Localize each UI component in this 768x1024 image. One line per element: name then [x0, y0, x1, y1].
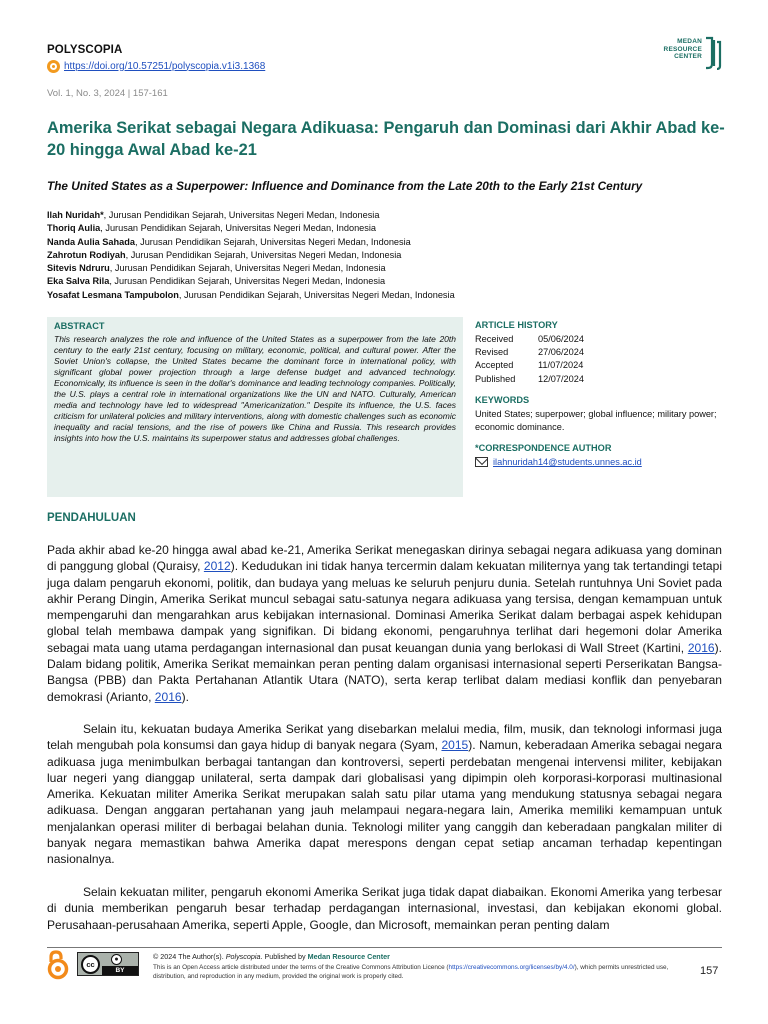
logo-text: MEDAN RESOURCE CENTER — [663, 38, 702, 60]
abstract-heading: ABSTRACT — [54, 321, 105, 331]
keywords-heading: KEYWORDS — [475, 394, 530, 405]
author-entry: Ilah Nuridah*, Jurusan Pendidikan Sejarah, Universitas Negeri Medan, Indonesia — [47, 210, 380, 220]
correspondence-heading: *CORRESPONDENCE AUTHOR — [475, 442, 612, 453]
footer-divider — [47, 947, 722, 948]
doi-link[interactable]: https://doi.org/10.57251/polyscopia.v1i3.1368 — [64, 60, 266, 72]
article-history-heading: ARTICLE HISTORY — [475, 320, 558, 330]
author-list — [47, 209, 727, 302]
open-access-icon — [45, 950, 71, 980]
copyright-line: © 2024 The Author(s). Polyscopia. Published by Medan Resource Center — [153, 952, 390, 961]
correspondence-email-row — [475, 456, 725, 469]
citation-link[interactable]: 2016 — [687, 640, 715, 655]
by-label: BY — [102, 966, 138, 975]
history-row: Accepted 11/07/2024 — [475, 360, 584, 371]
license-statement: This is an Open Access article distributed under the terms of the Creative Commons Attribution Licence (https://creativecommons.org/licenses/by/4.0/), which permits unrestricted use, distribution, and reproduction in any medium, provided the original work is properly cited. — [153, 964, 669, 980]
history-row: Published 12/07/2024 — [475, 373, 584, 384]
license-link[interactable]: https://creativecommons.org/licenses/by/4.0/ — [448, 964, 575, 971]
article-subtitle: The United States as a Superpower: Influence and Dominance from the Late 20th to the Early 21st Century — [47, 179, 643, 193]
author-entry: Zahrotun Rodiyah, Jurusan Pendidikan Sejarah, Universitas Negeri Medan, Indonesia — [47, 249, 402, 260]
keywords-text: United States; superpower; global influence; military power; economic dominance. — [475, 408, 717, 432]
citation-link[interactable]: 2012 — [203, 559, 231, 574]
author-entry: Yosafat Lesmana Tampubolon, Jurusan Pendidikan Sejarah, Universitas Negeri Medan, Indonesia — [47, 289, 455, 300]
volume-info: Vol. 1, No. 3, 2024 | 157-161 — [47, 88, 168, 99]
author-entry: Sitevis Ndruru, Jurusan Pendidikan Sejarah, Universitas Negeri Medan, Indonesia — [47, 263, 386, 274]
publisher-logo — [654, 36, 722, 72]
author-entry: Eka Salva Rila, Jurusan Pendidikan Sejarah, Universitas Negeri Medan, Indonesia — [47, 276, 386, 287]
mail-icon — [475, 457, 488, 467]
author-entry: Nanda Aulia Sahada, Jurusan Pendidikan Sejarah, Universitas Negeri Medan, Indonesia — [47, 236, 411, 247]
page-number: 157 — [700, 965, 719, 977]
doi-icon — [47, 60, 60, 73]
abstract-text: This research analyzes the role and influence of the United States as a superpower from the late 20th century to the early 21st century, focusing on military, economic, political, and cultural power. After the Soviet Union's collapse, the United States became the dominant force in international policy, with significant global power projection through a large defense budget and advanced technology. Economically, its influence is seen in the dollar's dominance and leading technology companies. Politically, the U.S. plays a central role in international organizations like the UN and NATO. Culturally, American media and technology have led to widespread "Americanization." Despite its influence, the U.S. faces criticism for unilateral policies and military interventions, along with domestic challenges such as economic inequality and racial tensions, and the rise of powers like China and Russia. This research provides insights into how the U.S. maintains its superpower status and addresses global challenges. — [54, 334, 456, 443]
author-entry: Thoriq Aulia, Jurusan Pendidikan Sejarah, Universitas Negeri Medan, Indonesia — [47, 223, 377, 234]
article-title: Amerika Serikat sebagai Negara Adikuasa: Pengaruh dan Dominasi dari Akhir Abad ke-20 hingga Awal Abad ke-21 — [47, 119, 725, 159]
section-heading: PENDAHULUAN — [47, 512, 136, 524]
person-icon: ● — [111, 954, 122, 965]
doi-row — [47, 59, 265, 73]
body-paragraph: Selain kekuatan militer, pengaruh ekonomi Amerika Serikat juga tidak dapat diabaikan. Ekonomi Amerika yang terbesar di dunia memberikan pengaruh besar terhadap perdagangan internasional, investasi, dan kebijakan ekonomi global. Perusahaan-perusahaan Amerika, seperti Apple, Google, dan Microsoft, memainkan peran penting dalam — [47, 885, 722, 932]
citation-link[interactable]: 2015 — [441, 738, 469, 753]
cc-icon: cc — [81, 955, 100, 974]
history-row: Received 05/06/2024 — [475, 334, 584, 344]
abstract-box — [47, 317, 463, 497]
correspondence-email[interactable]: ilahnuridah14@students.unnes.ac.id — [493, 456, 642, 467]
citation-link[interactable]: 2016 — [154, 689, 182, 704]
history-row: Revised 27/06/2024 — [475, 347, 584, 358]
journal-name: POLYSCOPIA — [47, 44, 123, 56]
cc-by-license-badge[interactable] — [77, 952, 139, 976]
article-info-panel — [475, 320, 725, 469]
body-paragraph: Selain itu, kekuatan budaya Amerika Serikat yang disebarkan melalui media, film, musik, dan teknologi informasi juga telah mengubah pola konsumsi dan gaya hidup di banyak negara (Syam, 2015). Namun, keberadaan Amerika sebagai negara adikuasa juga menimbulkan berbagai tantangan dan kontroversi, seperti perdebatan mengenai intervensi militer, kebijakan luar negeri yang dianggap unilateral, serta dampak dari globalisasi yang dipimpin oleh korporasi-korporasi multinasional Amerika. Kekuatan militer Amerika Serikat merupakan salah satu pilar utama yang mendukung statusnya sebagai negara adikuasa. Dengan anggaran pertahanan yang jauh melampaui negara-negara lain, Amerika memiliki kemampuan untuk menjalankan operasi militer di berbagai belahan dunia. Teknologi militer yang canggih dan keberadaan pangkalan militer di banyak negara memastikan bahwa Amerika dapat merespons dengan cepat setiap ancaman terhadap kepentingan nasionalnya. — [47, 722, 723, 867]
body-paragraph: Pada akhir abad ke-20 hingga awal abad ke-21, Amerika Serikat menegaskan dirinya sebagai negara adikuasa yang dominan di panggung global (Quraisy, 2012). Kedudukan ini tidak hanya tercermin dalam kekuatan militernya yang tak tertandingi tetapi juga dalam pengaruh ekonomi, politik, dan budaya yang meluas ke seluruh penjuru dunia. Setelah runtuhnya Uni Soviet pada akhir Perang Dingin, Amerika Serikat muncul sebagai satu-satunya negara adikuasa yang tersisa, dengan kemampuan untuk mempengaruhi dan mengarahkan arus kebijakan internasional. Dominasi Amerika Serikat dalam berbagai aspek kehidupan global telah membawa dampak yang signifikan. Di bidang ekonomi, pengaruhnya terlihat dari hegemoni dolar Amerika sebagai mata uang utama perdagangan internasional dan pusat keuangan dunia yang berlokasi di Wall Street (Kartini, 2016). Dalam bidang politik, Amerika Serikat memainkan peran penting dalam organisasi internasional seperti Perserikatan Bangsa-Bangsa (PBB) dan Pakta Pertahanan Atlantik Utara (NATO), serta kerap terlibat dalam mediasi konflik dan penyebaran demokrasi (Arianto, 2016). — [47, 543, 722, 704]
publisher-logo-icon — [704, 36, 722, 70]
